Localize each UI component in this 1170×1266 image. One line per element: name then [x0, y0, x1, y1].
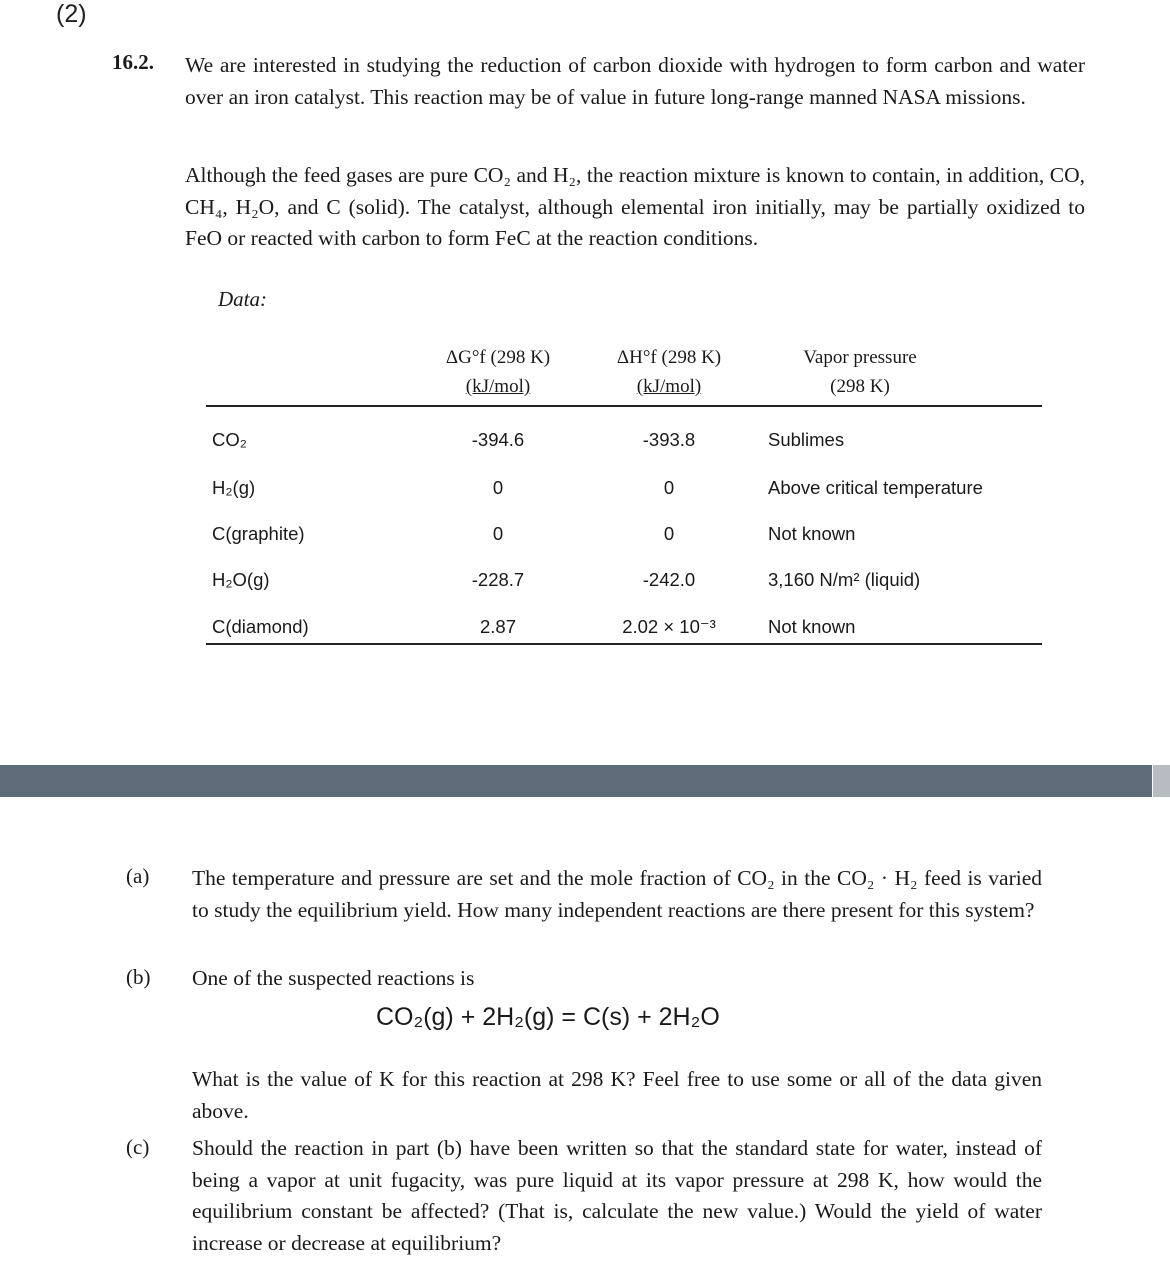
question-c-text: Should the reaction in part (b) have been written so that the standard state for water, instead of being a vapor at unit fugacity, was pure liquid at its vapor pressure at 298 K, how would the equilibrium constant be affected? (That is, calculate the new value.) Would the yield of water increase or decrease at equilibrium?: [192, 1136, 1042, 1255]
row-species-diamond: C(diamond): [212, 616, 309, 637]
header-gibbs-unit: (kJ/mol): [465, 376, 531, 397]
table-top-rule: [206, 405, 1042, 407]
row-dh-h2o: -242.0: [642, 569, 696, 590]
header-enthalpy-title: ΔH°f (298 K): [616, 347, 722, 368]
question-b-text: What is the value of K for this reaction at 298 K? Feel free to use some or all of the data given above.: [192, 1067, 1042, 1123]
row-dg-h2: 0: [492, 477, 504, 498]
header-enthalpy: [564, 343, 774, 401]
question-a-label: (a): [126, 864, 150, 888]
row-vp-diamond: Not known: [768, 616, 856, 637]
row-vp-h2o: 3,160 N/m² (liquid): [768, 569, 921, 590]
header-gibbs-title: ΔG°f (298 K): [445, 347, 551, 368]
separator-banner: [0, 765, 1152, 797]
row-dg-h2o: -228.7: [471, 569, 525, 590]
row-dg-diamond: 2.87: [479, 616, 516, 637]
table-bottom-rule: [206, 643, 1042, 645]
row-dg-co2: -394.6: [471, 429, 525, 450]
row-dh-h2: 0: [663, 477, 675, 498]
question-b-label: (b): [126, 965, 151, 989]
row-dg-graphite: 0: [492, 523, 504, 544]
reaction-equation: CO₂(g) + 2H₂(g) = C(s) + 2H₂O: [376, 1003, 720, 1031]
header-vapor-pressure: [755, 343, 965, 401]
question-a-text: The temperature and pressure are set and the mole fraction of CO₂ in the CO₂ · H₂ feed is varied to study the equilibrium yield. How many independent reactions are there present for this system?: [192, 866, 1042, 922]
header-vp-line1: Vapor pressure: [803, 347, 917, 368]
row-vp-h2: Above critical temperature: [768, 477, 983, 498]
intro-paragraph-1: We are interested in studying the reduction of carbon dioxide with hydrogen to form carbon and water over an iron catalyst. This reaction may be of value in future long-range manned NASA missions.: [185, 53, 1085, 109]
corner-label: (2): [56, 0, 87, 28]
header-enthalpy-unit: (kJ/mol): [636, 376, 702, 397]
row-species-h2: H₂(g): [212, 477, 256, 498]
separator-banner-edge: [1153, 765, 1170, 797]
intro-paragraph-2: Although the feed gases are pure CO₂ and H₂, the reaction mixture is known to contain, in addition, CO, CH₄, H₂O, and C (solid). The catalyst, although elemental iron initially, may be partially oxidized to FeO or reacted with carbon to form FeC at the reaction conditions.: [185, 163, 1085, 250]
row-dh-co2: -393.8: [642, 429, 696, 450]
row-vp-co2: Sublimes: [768, 429, 845, 450]
row-vp-graphite: Not known: [768, 523, 856, 544]
data-label: Data:: [218, 287, 267, 311]
row-dh-graphite: 0: [663, 523, 675, 544]
row-species-co2: CO₂: [212, 429, 247, 450]
row-dh-diamond: 2.02 × 10⁻³: [622, 616, 716, 637]
header-vp-line2: (298 K): [830, 376, 890, 397]
question-b-intro: One of the suspected reactions is: [192, 966, 475, 990]
row-species-graphite: C(graphite): [212, 523, 305, 544]
question-c-label: (c): [126, 1135, 150, 1159]
row-species-h2o: H₂O(g): [212, 569, 270, 590]
problem-number: 16.2.: [112, 50, 154, 74]
